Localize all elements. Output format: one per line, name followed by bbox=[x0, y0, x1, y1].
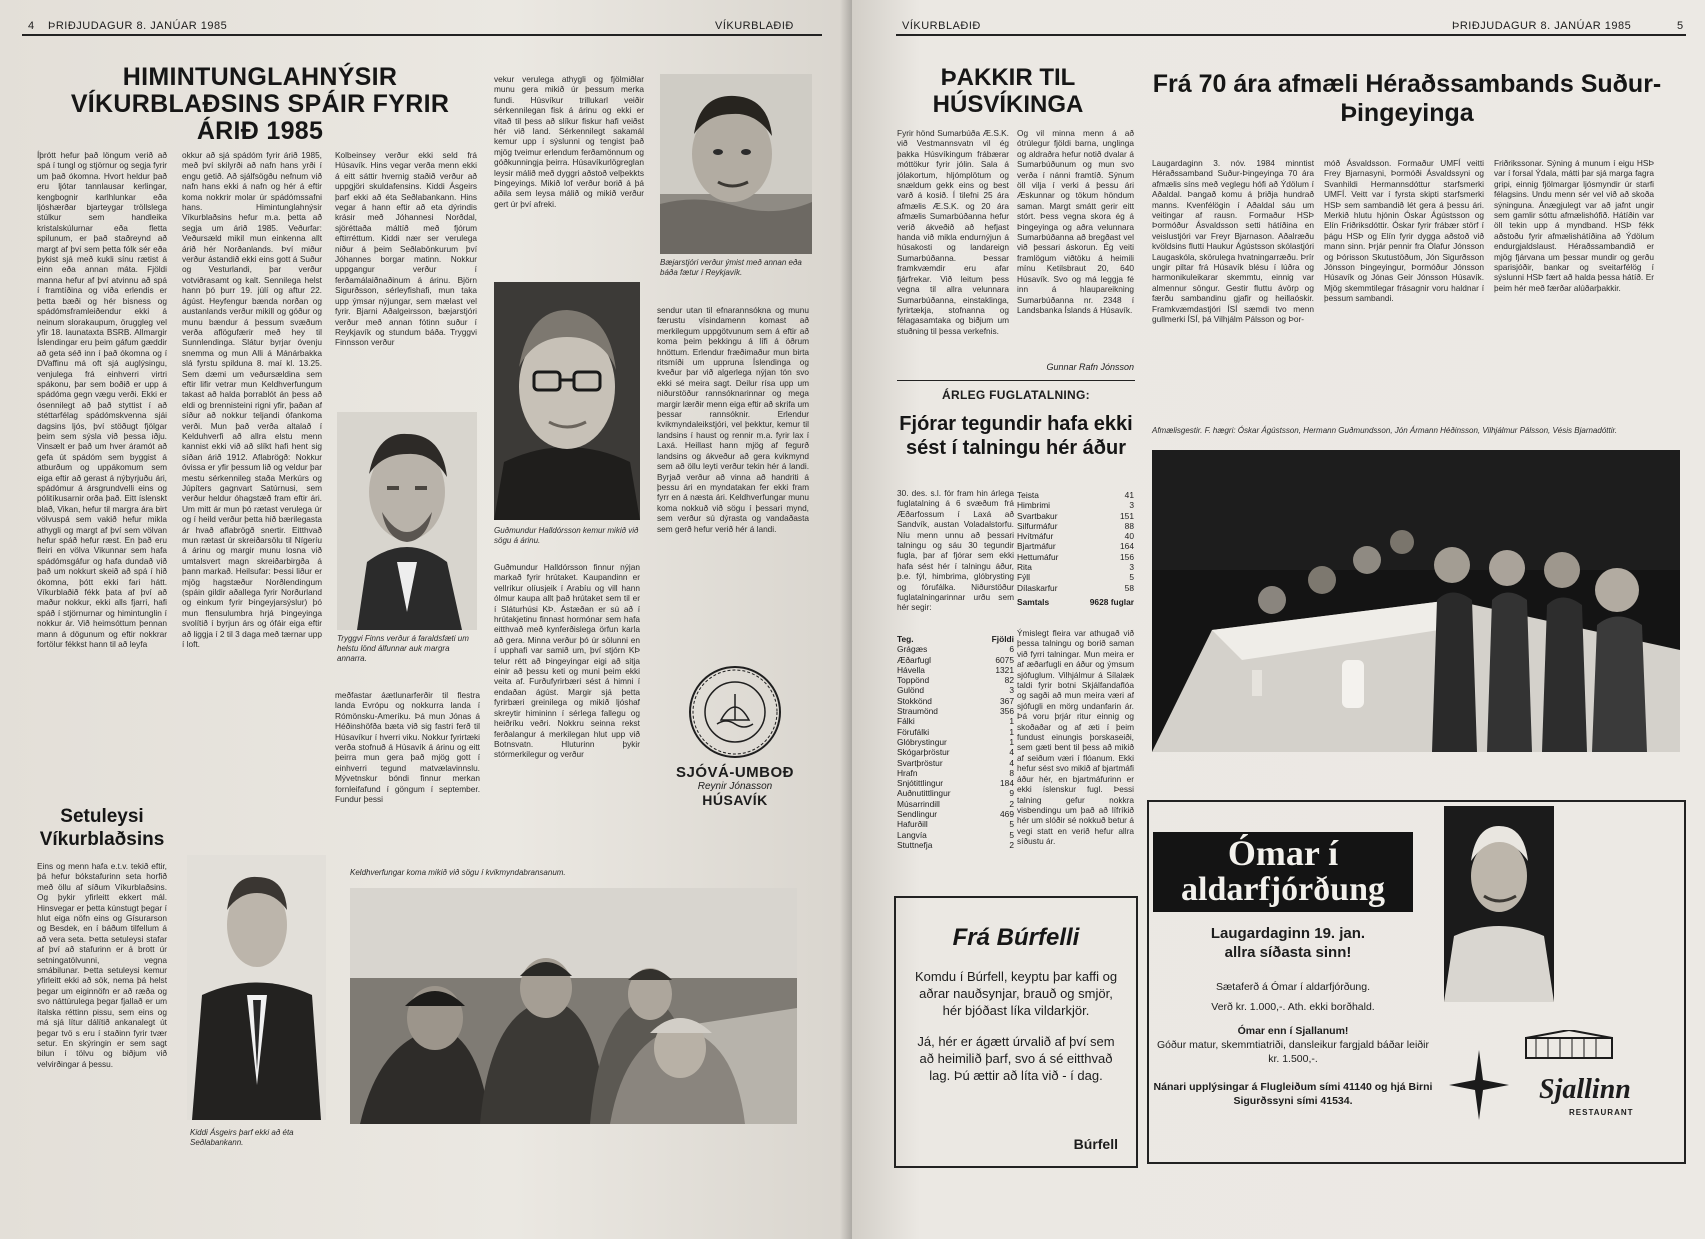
omar-trip: Sætaferð á Ómar í aldarfjórðung. bbox=[1215, 981, 1371, 993]
fugl-row bbox=[1017, 521, 1134, 531]
omar-trip-block bbox=[1153, 980, 1433, 1108]
photo-omar bbox=[1444, 806, 1554, 1002]
fugl-species: Stokkönd bbox=[897, 695, 932, 706]
fugl-row bbox=[897, 696, 1014, 706]
fugl-count: 82 bbox=[1004, 675, 1014, 686]
fugl-row bbox=[897, 716, 1014, 726]
fugl-total-row bbox=[1017, 597, 1134, 607]
caption-kiddi: Kiddi Ásgeirs þarf ekki að éta Seðlabankann. bbox=[190, 1128, 294, 1147]
right-page-number: 5 bbox=[1677, 20, 1684, 32]
fugl-row bbox=[897, 706, 1014, 716]
fugl-row bbox=[897, 655, 1014, 665]
fugl-count: 3 bbox=[1009, 685, 1014, 696]
fugl-species: Fýll bbox=[1017, 572, 1031, 583]
fugl-species: Bjartmáfur bbox=[1017, 541, 1056, 552]
fugl-row bbox=[897, 665, 1014, 675]
main-article-col1 bbox=[37, 150, 167, 785]
hsth-col1 bbox=[1152, 158, 1314, 423]
caption-swimmer-block bbox=[660, 258, 810, 278]
right-page bbox=[852, 0, 1705, 1239]
group-men-image bbox=[350, 888, 797, 1124]
main-article-col4b-text: meðfastar áætlunarferðir til flestra landa Evrópu og nokkurra landa í Rómönsku-Ameríku. Þá mun Jónas á Héðinshöfða bæta við sig fastri ferð til Húsavíkur í hverri viku. Nokkur fyrirtæki verða stofnuð á Húsavík á árinu og eitt þeirra mun gera það mjög gott í einhverri tegund matvælavinnslu. Mývetnskur bóndi finnur merkan fornleifafund í göngum í september. Fundur þessi bbox=[335, 690, 480, 805]
fugl-count: 367 bbox=[1000, 695, 1014, 706]
fugl-count: 9 bbox=[1009, 788, 1014, 799]
fugl-count: 2 bbox=[1009, 839, 1014, 850]
fugl-row bbox=[897, 809, 1014, 819]
omar-title-line1: Ómar í bbox=[1227, 833, 1339, 873]
main-article-col3-text: Kolbeinsey verður ekki seld frá Húsavík. Hins vegar verða menn ekki á eitt sáttir hvernig staðið verður að uppgjöri skuldafensins. Kiddi Ásgeirs þarf ekki að éta Seðlabankann. Hins vegar á hann eftir að eta dýrindis krásir með Jóhannesi Norðdal, sjöréttaða máltíð með fjórum eftirréttum. Kiddi nær ser verulega niður á þeim Seðlabönkurum því Jóhannes borgar matinn. Nokkur uppgangur verður í ferðamálaiðnaðinum á árinu. Björn Sigurðsson, sérleyfishafi, mun taka upp ýmsar nýjungar, sem mælast vel fyrir. Bjarni Aðalgeirsson, bæjarstjóri verður með annan fótinn suður í Reykjavík og stundum báða. Tryggvi Finnsson verður bbox=[335, 150, 477, 348]
fugl-species: Teista bbox=[1017, 490, 1039, 500]
fugl-species: Skógarþröstur bbox=[897, 747, 950, 758]
fugl-count: 3 bbox=[1129, 500, 1134, 511]
omar-again: Ómar enn í Sjallanum! bbox=[1237, 1025, 1349, 1037]
fugl-row bbox=[897, 747, 1014, 757]
fugl-species: Rita bbox=[1017, 562, 1032, 573]
main-article-col4a bbox=[494, 74, 644, 274]
omar-info: Nánari upplýsingar á Flugleiðum sími 41140 og hjá Birni Sigurðssyni sími 41534. bbox=[1153, 1081, 1433, 1107]
photo-tryggvi bbox=[337, 412, 477, 630]
fugl-outro bbox=[1017, 628, 1134, 893]
fugl-outro-text: Ýmislegt fleira var athugað við þessa talningu og borið saman við fyrri talningar. Mun meira er af æðarfugli en áður og ýmsum sjófuglum. Vilhjálmur á Sílalæk taldi fyrir botni Skjálfandaflóa og sagði að mun meira væri af sjófugli en mörg undanfarin ár. Þá voru þrjár ritur einnig og skoðaðar og af æti í þeim fundust einungis þorskaseiði, sem gæti bent til þess að mikið af seiðum væri í flóanum. Ekki hefur sést svo mikið af bjartmáfi áður hér, en bjartmáfurinn er ekki íslenskur fugl. Þessi talning gefur nokkra visbendingu um það að lífríkið hér um slóðir sé nokkuð betur á vegi statt en verið hefur allra síðustu ár. bbox=[1017, 628, 1134, 847]
main-article-col5b bbox=[494, 562, 640, 834]
fugl-species: Fálki bbox=[897, 716, 915, 727]
fugl-intro bbox=[897, 488, 1014, 628]
fugl-species: Förufálki bbox=[897, 726, 930, 737]
fugl-species: Sendlingur bbox=[897, 809, 938, 820]
fugl-intro-text: 30. des. s.l. fór fram hin árlega fuglatalning á 6 svæðum frá Æðarfossum í Laxá að Sandvík, austan Voladalstorfu. Níu menn unnu að þessari talningu og sáu 30 tegundir fugla, þar af fjórar sem ekki hafa sést hér í talningu áður, þ.e. fýl, himbrima, glóbrysting og fórufálka. Niðurstöður fuglatalningarinnar urðu sem hér segir: bbox=[897, 488, 1014, 613]
main-article-col4a-text: vekur verulega athygli og fjölmiðlar munu gera mikið úr þessum merka fundi. Húsvíkur trillukarl veiðir sérkennilegan fisk á árinu og ekki er vitað til þess að slíkur fiskur hafi veiðst hér við land. Sérkennilegt sakamál kemur upp í sýslunni og tengist það mjög tveimur erlendum ferðamönnum og góðkunningja þeirra. Húsavíkurlögreglan leysir málið með dyggri aðstoð velþekkts Þingeyings. Mikið lof verður borið á þá aðila sem leysa málið og mikið verður gert úr því afreki. bbox=[494, 74, 644, 209]
fugl-species: Hafurðill bbox=[897, 819, 928, 830]
fugl-row bbox=[897, 737, 1014, 747]
thakkir-col2 bbox=[1017, 128, 1134, 363]
sjova-ad bbox=[660, 664, 810, 842]
omar-date-block bbox=[1153, 924, 1423, 962]
fugl-species: Hrafn bbox=[897, 767, 918, 778]
caption-tryggvi-block bbox=[337, 634, 477, 664]
thakkir-col1 bbox=[897, 128, 1009, 368]
fugl-row bbox=[1017, 552, 1134, 562]
fugl-row bbox=[897, 840, 1014, 850]
portrait-kiddi-image bbox=[187, 855, 326, 1120]
main-headline-block bbox=[60, 64, 460, 145]
fugl-row bbox=[1017, 490, 1134, 500]
main-article-col5 bbox=[657, 305, 809, 563]
sjallinn-logo-sub: RESTAURANT bbox=[1569, 1108, 1634, 1117]
fugl-species: Svartþröstur bbox=[897, 757, 943, 768]
fugl-count: 1 bbox=[1009, 736, 1014, 747]
omar-date-line: Laugardaginn 19. jan. bbox=[1210, 925, 1366, 942]
burfell-title: Frá Búrfelli bbox=[952, 924, 1080, 951]
fugl-row bbox=[897, 685, 1014, 695]
left-page-masthead: VÍKURBLAÐIÐ bbox=[715, 20, 794, 32]
main-article-col5b-text: Guðmundur Halldórsson finnur nýjan markað fyrir hrútaket. Kaupandinn er vellríkur olíusjeik í Arabíu og vill hann ólmur kaupa allt það hrútaket sem til er í Sláturhúsi KÞ. Ástæðan er sú að í hrútakjetinu finnast hormónar sem hafa eitthvað með kynferðislega örfun karla að gera. Minna verður þó úr sölunni en í upphafi var samið um, því stjórn KÞ telur rétt að Þingeyingar eigi að sitja einir að þessu keti og muni þeim ekki veita af. Furðufyrirbæri sést á himni í endaðan ágúst. Margir sjá þetta fyrirbæri greinilega og mikið ljóshaf skreytir himininn í sérlega fallegu og heiðríku veðri. Nokkru seinna rekst ferðalangur á merkilegan hlut upp við Botnsvatn. Hluturinn þykir stórmerkilegur og verður bbox=[494, 562, 640, 760]
fugl-count: 1 bbox=[1009, 716, 1014, 727]
fugl-count: 164 bbox=[1120, 541, 1134, 552]
caption-keldhverf: Keldhverfungar koma mikið við sögu í kvikmyndabransanum. bbox=[350, 868, 566, 877]
fugl-count: 1321 bbox=[995, 664, 1014, 675]
fugl-count: 184 bbox=[1000, 778, 1014, 789]
burfell-ad bbox=[894, 896, 1138, 1168]
thakkir-col2-text: Og vil minna menn á að ótrúlegur fjöldi barna, unglinga og aldraðra hefur notið dvalar á Sumarbúðunum og mun svo verða í nánni framtíð. Sýnum öll vilja í verki á þessu ári Æskunnar og tökum höndum saman. Margt smátt gerir eitt stórt. Þess vegna skora ég á Þingeyinga og aðra velunnara Sumarbúðanna að bregðast vel við þessari áskorun. Ég veiti framlögum viðtöku á heimili mínu Ketilsbraut 20, 640 Húsavík. Svo og má leggja fé inn á hlaupareikning Sumarbúðanna nr. 2348 í Landsbanka Íslands á Húsavík. bbox=[1017, 128, 1134, 315]
fugl-row bbox=[1017, 531, 1134, 541]
fugl-species: Hvítmáfur bbox=[1017, 531, 1054, 542]
fugl-row bbox=[897, 778, 1014, 788]
swimmer-image bbox=[660, 74, 812, 254]
caption-tryggvi: Tryggvi Finns verður á faraldsfæti um helstu lönd álfunnar auk margra annarra. bbox=[337, 634, 469, 663]
sjova-title: SJÓVÁ-UMBOÐ bbox=[675, 764, 794, 781]
sjova-place: HÚSAVÍK bbox=[702, 792, 768, 808]
star-logo-icon bbox=[1449, 1050, 1509, 1120]
fugl-species: Himbrimi bbox=[1017, 500, 1051, 511]
fugl-species: Músarrindill bbox=[897, 798, 940, 809]
setuleysi-text: Eins og menn hafa e.t.v. tekið eftir, þá hefur bókstafurinn seta horfið með öllu af síðum Víkurblaðsins. Og þykir yfirleitt ekkert mál. Hinsvegar er þetta kúnstugt þegar í hlut eiga nöfn eins og Gísurarson og Besdek, en í báðum tilfellum á að vera seta. Þetta setuleysi stafar af því að stafurinn er á brott úr setningatölvunni, vegna smábilunar. Þetta setuleysi kemur yfirleitt ekki að sök, nema þá helst þegar um eiginnöfn er að ræða og svo náttúrulega þegar fjallað er um ítalska réttinn pissu, sem eins og má sjá lítur dálítið ankanalegt út þegar tvö s eru í staðinn fyrir tvær setur. En skýringin er sem sagt bilun í tölvu og biðjum við velvirðingar á þessu. bbox=[37, 861, 167, 1069]
fugl-rows-2 bbox=[1017, 490, 1134, 593]
banquet-image bbox=[1152, 450, 1680, 752]
fugl-row bbox=[897, 788, 1014, 798]
fugl-rows-1 bbox=[897, 644, 1014, 850]
fugl-count: 6 bbox=[1009, 644, 1014, 655]
fugl-kicker: ÁRLEG FUGLATALNING: bbox=[942, 388, 1090, 402]
fugl-row bbox=[1017, 583, 1134, 593]
right-top-rule bbox=[896, 34, 1686, 36]
fugl-species: Snjótittlingur bbox=[897, 778, 944, 789]
left-top-rule bbox=[22, 34, 822, 36]
sjallinn-logo-text: Sjallinn bbox=[1539, 1074, 1631, 1105]
fugl-species: Hávella bbox=[897, 664, 925, 675]
fugl-row bbox=[897, 758, 1014, 768]
fugl-species: Gulönd bbox=[897, 685, 925, 696]
hsth-col2 bbox=[1324, 158, 1484, 423]
main-article-col5-text: sendur utan til efnarannsókna og munu færustu vísindamenn komast að merkilegum uppgötvunum sem á eftir að koma þeim þekkingu á lífi á öðrum hnöttum. Erlendur fræðimaður mun birta ritsmíði um uppruna Íslendinga og kveður þar við algerlega nýjan tón svo ekki sé meira sagt. Deilur rísa upp um niðurstöður rannsóknarinnar og mega margir lærðir menn eiga eftir að skrifa um þessar rannsóknir. Erlendur kvikmyndaleikstjóri, vel þekktur, kemur til landsins í haust og rennir m.a. fyrir lax í Laxá. Heillast hann mjög af fegurð landsins og ákveður að gera kvikmynd sem að öllu leyti verður tekin hér á landi. Byrjað verður að vinna að handriti á þessu ári en myndatakan fer ekki fram fyrr en á næsta ári. Keldhverfungar munu koma nokkuð við sögu í þessari mynd, sem verður sú dýrasta og vandaðasta sem gerð hefur verið hér á landi. bbox=[657, 305, 809, 534]
hsth-col2-text: móð Ásvaldsson. Formaður UMFÍ veitti Frey Bjarnasyni, Þormóði Ásvaldssyni og Svanhildi Hermannsdóttur starfsmerki UMFÍ. Veitt var í fyrsta skipti starfsmerki HSÞ sem sambandið lét gera á þessu ári. Merkið hlutu hjónin Óskar Ágústsson og Elín Friðriksdóttir. Óskar fyrir frábær störf í þágu HSÞ og Elín fyrir dygga aðstoð við mann sinn. Þrjár pennir fra Ólafur Jónsson og Þórisson Skutustöðum, Jón Sigurðsson Jónsson Þingeyingur, Þormóður Jónsson Húsavík og Jónas Geir Jónsson Húsavík. Mjög skemmtilegar frásagnir voru haldnar í þessum sambandi. bbox=[1324, 158, 1484, 304]
building-icon bbox=[1524, 1030, 1614, 1060]
burfell-signoff: Búrfell bbox=[1073, 1136, 1118, 1152]
fugl-count: 88 bbox=[1124, 520, 1134, 531]
main-article-col3 bbox=[335, 150, 477, 405]
hsth-headline-block bbox=[1147, 70, 1667, 128]
fugl-count: 58 bbox=[1124, 582, 1134, 593]
fugl-row bbox=[897, 768, 1014, 778]
thakkir-col1-text: Fyrir hönd Sumarbúða Æ.S.K. við Vestmannsvatn vil ég þakka Húsvíkingum frábærar móttökur fyrir jólin. Sala á jólakortum, hljómplötum og snældum gekk eins og best varð á kosið. Í tilefni 25 ára afmælis Æ.S.K. og 20 ára afmælis Sumarbúðanna hefur verið ákveðið að hefjast handa við mikla endurnýjun á húsakosti og landareign Sumarbúðanna. Þessar framkvæmdir eru afar fjárfrekar. Við leitum þess vegna til allra velunnara Sumarbúðanna, einstaklinga, fyrirtækja, stofnanna og félagasamtaka og biðjum um stuðning til þessa verkefnis. bbox=[897, 128, 1009, 336]
fugl-count: 40 bbox=[1124, 531, 1134, 542]
fugl-headline-block bbox=[897, 412, 1135, 460]
fugl-headline: Fjórar tegundir hafa ekki sést í talningu hér áður bbox=[899, 413, 1133, 459]
burfell-text-2: Já, hér er ágætt úrvalið af því sem að heimilið þarf, svo á sé eitthvað lag. Þú ættir að líta við - í dag. bbox=[917, 1034, 1115, 1083]
fugl-col-species: Teg. bbox=[897, 634, 914, 644]
caption-swimmer: Bæjarstjóri verður ýmist með annan eða báða fætur í Reykjavík. bbox=[660, 258, 802, 277]
thakkir-headline: ÞAKKIR TIL HÚSVÍKINGA bbox=[932, 64, 1084, 118]
fugl-table-header bbox=[897, 634, 1014, 644]
fugl-count: 5 bbox=[1129, 572, 1134, 583]
fugl-row bbox=[897, 727, 1014, 737]
portrait-gudmundur-image bbox=[494, 282, 640, 520]
main-article-col2-text: okkur að sjá spádóm fyrir árið 1985, með því skilyrði að nafn hans yrði í engu getið. Að sjálfsögðu nefnum við nafn hans ekki á nafn og hér á eftir koma nokkrir molar úr spádómssafni hans. Himintunglahnýsir Víkurblaðsins hefur m.a. þetta að segja um árið 1985. Veðurfar: Veðursæld mikil mun einkenna allt árið hér Norðanlands. Því miður verður ástandið ekki eins gott á Suður og Vesturlandi, þar verður votviðrasamt og kalt. Sennilega helst hann þó þurr 19. júlí og aftur 22. ágúst. Heyfengur bænda norðan og austanlands verður mikill og góður og munu bændur á þessum svæðum verða aflögufærir með hey til Sunnlendinga. Slátur byrjar óvenju snemma og mun Alli á Mánárbakka slá fyrstu spilduna 8. maí kl. 13.25. Sem dæmi um veðursældina sem eftir lifir vetrar mun Keldhverfungum takast að halda þorrablót án þess að eldi og brennisteini rigni yfir, þaðan af síður að nokkur teljandi ófankoma verði. Mun það verða altalað í Kelduhverfi að allra elstu menn kannist ekki við að slíkt hafi hent sig síðan árið 1912. Aflabrögð: Nokkur óvissa er yfir þessum lið og veldur þar mestu sérkennileg staða Merkúrs og Júpíters gagnvart Satúrnusi, sem verður heldur óhagstæð fram eftir ári. Um mitt ár mun þó rætast verulega úr og í heild verður þetta hið bærilegasta ár hvað aflabrögð snertir. Eitthvað mun rætast úr skreiðarsölu til Nígeríu á árinu og margir munu losna við umtalsvert magn skreiðarbirgða á þann markað. Heilsufar: Þessi liður er mjög hagstæður Norðlendingum (spáin gildir aðallega fyrir Norðurland og einkum fyrir Þingeyjarsýslur) þó mun flensulumbra hrjá Þingeyinga svolítið í byrjun árs og ófáir eiga eftir að liggja í 2 til 3 daga með tærnar upp í loft. bbox=[182, 150, 322, 650]
fugl-count: 469 bbox=[1000, 809, 1014, 820]
omar-tagline: allra síðasta sinn! bbox=[1224, 944, 1352, 961]
photo-hsth-banquet bbox=[1152, 450, 1680, 752]
fugl-count: 3 bbox=[1129, 562, 1134, 573]
fugl-count: 356 bbox=[1000, 706, 1014, 717]
setuleysi-headline: Setuleysi Víkurblaðsins bbox=[39, 806, 165, 850]
fugl-top-rule bbox=[897, 380, 1135, 381]
fugl-species: Langvía bbox=[897, 829, 927, 840]
hsth-headline: Frá 70 ára afmæli Héraðssambands Suður-Þingeyinga bbox=[1152, 70, 1662, 127]
left-page-date: ÞRIÐJUDAGUR 8. JANÚAR 1985 bbox=[48, 20, 228, 32]
fugl-species: Auðnutittlingur bbox=[897, 788, 951, 799]
right-page-masthead: VÍKURBLAÐIÐ bbox=[902, 20, 981, 32]
hsth-col1-text: Laugardaginn 3. nóv. 1984 minntist Héraðssamband Suður-Þingeyinga 70 ára afmælis síns með veglegu hófi að Ýdölum í Aðaldal. Þangað komu á þriðja hundrað manns. Kvenfélögin í Aðaldal sáu um veitingar af rausn. Formaður HSÞ Þormóður Ásvaldsson setti hátíðina en veislustjóri var Freyr Bjarnason. Aðalræðu kvöldsins flutti Haukur Ágústsson skólastjóri Laugaskóla, skörulega hvatningarræðu. Þrír ungir piltar frá Húsavík blésu í lúðra og harmonikuleikarar skemmtu, einnig var almennur söngur. Gestir fluttu ávörp og færðu sambandinu gjafir og heillaóskir. Framkvæmdastjóri ÍSÍ sæmdi tvo menn gullmerki ÍSÍ, þá Vilhjálm Pálsson og Þor- bbox=[1152, 158, 1314, 325]
fugl-count: 5 bbox=[1009, 819, 1014, 830]
fugl-count: 1 bbox=[1009, 726, 1014, 737]
fugl-table-2 bbox=[1017, 490, 1134, 607]
caption-gudmundur: Guðmundur Halldórsson kemur mikið við sögu á árinu. bbox=[494, 526, 639, 545]
fugl-species: Dílaskarfur bbox=[1017, 582, 1058, 593]
fugl-row bbox=[897, 819, 1014, 829]
fugl-count: 6075 bbox=[995, 654, 1014, 665]
fugl-row bbox=[1017, 500, 1134, 510]
fugl-species: Stuttnefja bbox=[897, 839, 933, 850]
photo-gudmundur bbox=[494, 282, 640, 520]
fugl-species: Silfurmáfur bbox=[1017, 520, 1058, 531]
omar-price: Verð kr. 1.000,-. Ath. ekki borðhald. bbox=[1211, 1001, 1375, 1013]
fugl-species: Hettumáfur bbox=[1017, 551, 1059, 562]
caption-keldhverf-block bbox=[350, 868, 810, 878]
fugl-row bbox=[1017, 562, 1134, 572]
portrait-omar-image bbox=[1444, 806, 1554, 1002]
left-page-number: 4 bbox=[28, 20, 35, 32]
fugl-row bbox=[897, 675, 1014, 685]
burfell-text-1: Komdu í Búrfell, keyptu þar kaffi og aðrar nauðsynjar, brauð og smjör, hér bjóðast líka vildarkjör. bbox=[914, 969, 1118, 1018]
omar-ad bbox=[1147, 800, 1686, 1164]
fugl-species: Toppönd bbox=[897, 675, 930, 686]
fugl-species: Grágæs bbox=[897, 644, 928, 655]
fugl-count: 4 bbox=[1009, 747, 1014, 758]
main-headline: HIMINTUNGLAHNÝSIR VÍKURBLAÐSINS SPÁIR FYRIR ÁRIÐ 1985 bbox=[70, 63, 450, 145]
photo-kiddi bbox=[187, 855, 326, 1120]
omar-title-line2: aldarfjórðung bbox=[1181, 871, 1385, 908]
photo-swimmer bbox=[660, 74, 812, 254]
fugl-row bbox=[1017, 541, 1134, 551]
fugl-species: Straumönd bbox=[897, 706, 938, 717]
fugl-row bbox=[897, 830, 1014, 840]
fugl-count: 41 bbox=[1124, 490, 1134, 500]
fugl-count: 8 bbox=[1009, 767, 1014, 778]
fugl-row bbox=[897, 799, 1014, 809]
fugl-row bbox=[1017, 511, 1134, 521]
setuleysi-block bbox=[37, 805, 167, 1103]
fugl-species: Glóbrystingur bbox=[897, 736, 947, 747]
hsth-col3 bbox=[1494, 158, 1654, 408]
main-article-col2 bbox=[182, 150, 322, 832]
fugl-total-value: 9628 fuglar bbox=[1089, 596, 1134, 607]
fugl-count: 2 bbox=[1009, 798, 1014, 809]
caption-gudmundur-block bbox=[494, 526, 640, 546]
fugl-total-label: Samtals bbox=[1017, 596, 1050, 607]
fugl-table-1 bbox=[897, 634, 1014, 850]
fugl-count: 4 bbox=[1009, 757, 1014, 768]
thakkir-signature: Gunnar Rafn Jónsson bbox=[1046, 362, 1134, 372]
fugl-species: Svartbakur bbox=[1017, 510, 1058, 521]
fugl-count: 151 bbox=[1120, 510, 1134, 521]
thakkir-headline-block bbox=[902, 64, 1114, 118]
omar-title-banner bbox=[1153, 832, 1413, 912]
main-article-col1-text: Íþrótt hefur það löngum verið að spá í tungl og stjörnur og segja fyrir um það ókomna. Hvort heldur það eru ljótar tannlausar kerlingar, kengbognir karlhlunkar eða ljóshærðar bjarteygar tröllslega stúlkur sem handleika kristalskúlurnar eða fletta spilunum, er það staðreynd að margt af því sem þetta fólk sér eða þykist sjá með kukli sínu rætist á einn eða annan máta. Fjöldi manna hefur af því atvinnu að spá í framtíðina og viða erlendis er þetta bæði og hér bisness og spádómsframleiðendur ekki á neinum slorakaupum, öruggleg vel yfir 18. launataxta BSRB. Allmargir Íslendingar eru þeim gáfum gæddir að geta séð inn í það ókomna og í DVaffinu má oft sjá auglýsingu, venjulega frá einhverri virtri spákonu, þar sem boðið er upp á spádóma gegn vægu verði. Ekki er ósennilegt að það styttist í að stéttarfélag spádómskvenna sjái dagsins ljós, því stöðugt fjölgar þeim sem sýsla við þessa iðju. Vinsælt er það um hver áramót að gefa út spádóm sem byggist á atburðum og uppákomum sem eiga eftir að gerast á nýbyrjuðu ári, spádómur á ársgrundvelli eins og pólitíkusarnir orða það. Eitt íslenskt blað, Vikan, hefur til margra ára birt völvuspá sem vakið hefur mikla athygli og margt af því sem völvan hefur spáð hefur ræst. En það eru fleiri en völva Vikunnar sem hafa spádómsgáfur og hafa dundað við það um nokkurt skeið að spá í hið ókomna, þótt ekki fari hátt. Víkurblaðið fékk þata af því að maður nokkur, ekki alls fjarri, hafi spáð í stjörnurnar og himintunglin í nokkur ár. Við heimsóttum þennan mann á dögunum og eftir nokkrar fortölur fékkst hann til að leyfa bbox=[37, 150, 167, 650]
sjova-seal-icon bbox=[687, 664, 783, 760]
fugl-count: 156 bbox=[1120, 551, 1134, 562]
fugl-col-count: Fjöldi bbox=[991, 634, 1014, 644]
omar-desc: Góður matur, skemmtiatriði, dansleikur fargjald báðar leiðir kr. 1.500,-. bbox=[1157, 1039, 1429, 1065]
caption-kiddi-block bbox=[190, 1128, 330, 1148]
portrait-tryggvi-image bbox=[337, 412, 477, 630]
hsth-col3-text: Friðrikssonar. Sýning á munum í eigu HSÞ var í forsal Ýdala, mátti þar sjá marga fagra gripi, einnig fjölmargar ljósmyndir úr starfi félagsins. Undu menn sér vel við að skoða sýninguna. Ánægjulegt var að jafnt ungir sem gamlir sóttu afmælishófið. Hátíðin var öll tekin upp á myndband. HSÞ fékk aðstoðu fyrir afmælishátíðina að Ýdölum endurgjaldslaust. Héraðssambandið er mjög fjárvana um þessar mundir og gerðu sparisjóðir, bankar og sveitarfélög í sýslunni HSÞ fært að halda þessa hátíð. Er þeim hér með færðar alúðarþakkir. bbox=[1494, 158, 1654, 293]
hsth-caption: Afmælisgestir. F. hægri: Óskar Ágústsson, Hermann Guðmundsson, Jón Ármann Héðinsson, Vilhjálmur Pálsson, Vésis Bjarnadóttir. bbox=[1152, 426, 1618, 435]
fugl-count: 5 bbox=[1009, 829, 1014, 840]
fugl-row bbox=[897, 644, 1014, 654]
sjallinn-logo bbox=[1449, 1030, 1669, 1130]
fugl-row bbox=[1017, 572, 1134, 582]
fugl-species: Æðarfugl bbox=[897, 654, 931, 665]
photo-keldhverf bbox=[350, 888, 797, 1124]
sjova-name: Reynir Jónasson bbox=[697, 781, 773, 792]
hsth-caption-block bbox=[1152, 426, 1662, 436]
right-page-date: ÞRIÐJUDAGUR 8. JANÚAR 1985 bbox=[1452, 20, 1632, 32]
left-page bbox=[0, 0, 852, 1239]
main-article-col4b bbox=[335, 690, 480, 840]
